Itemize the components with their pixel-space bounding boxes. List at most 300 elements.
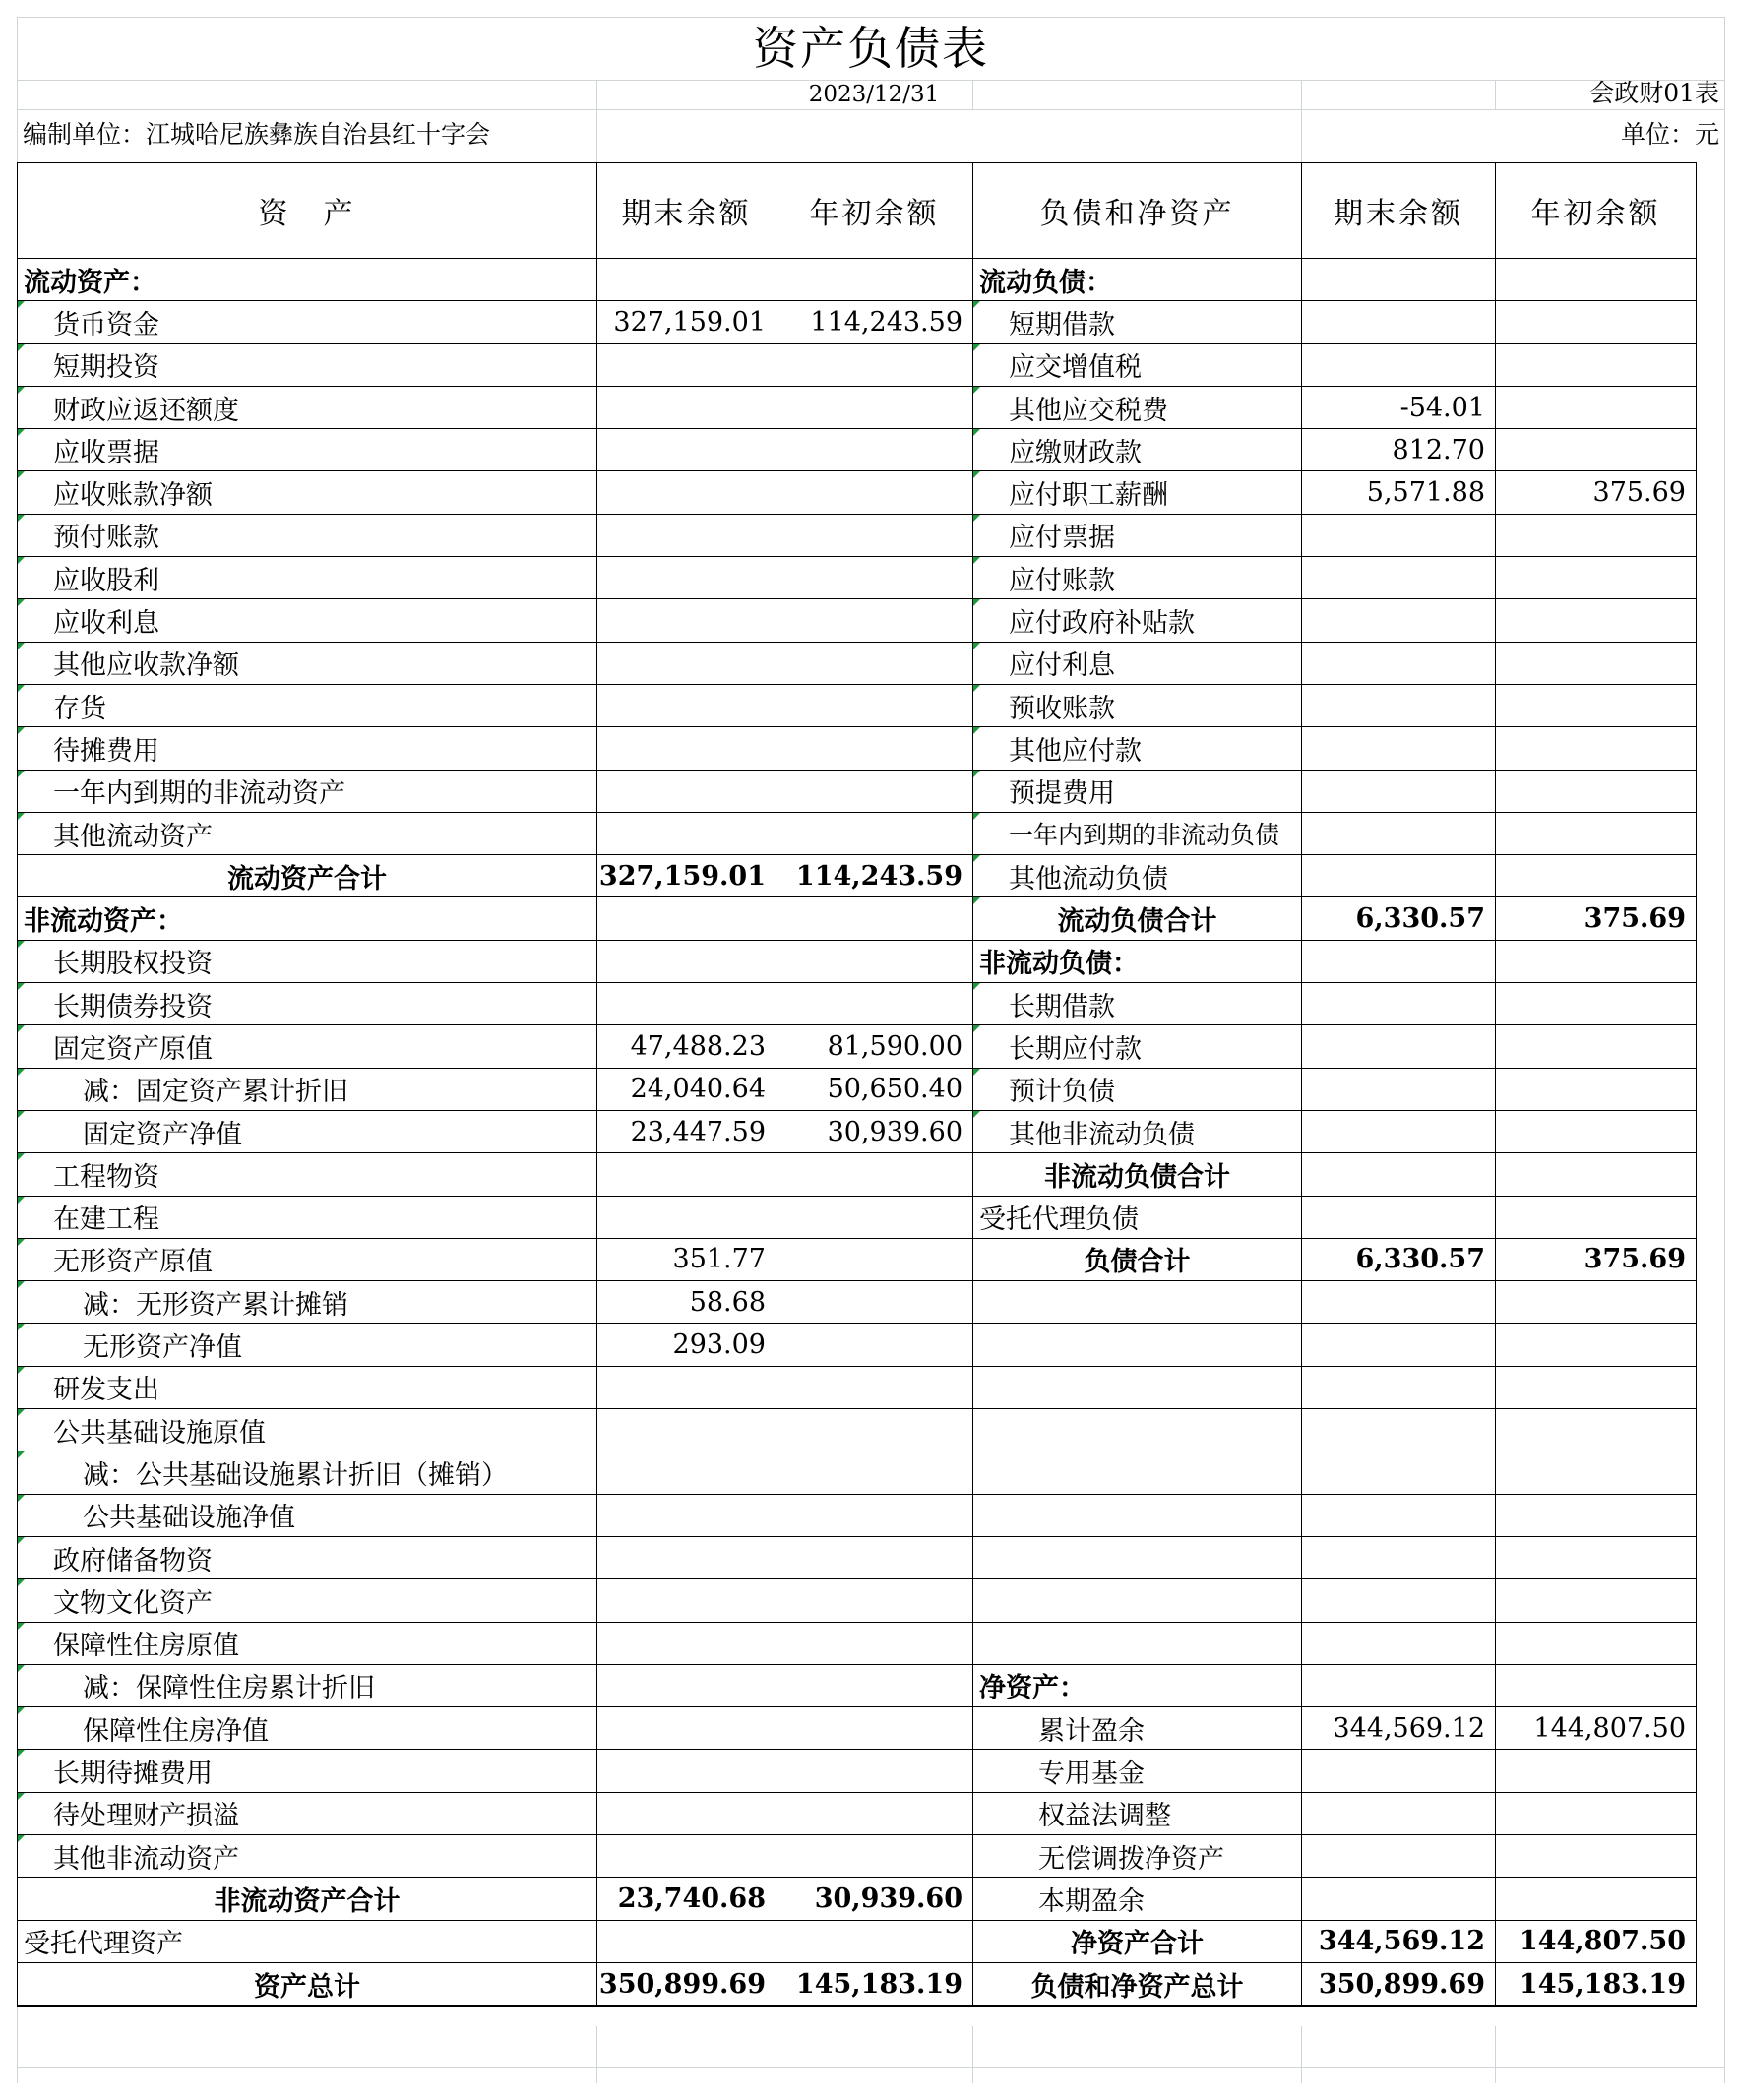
asset-item-label: 应收利息 (18, 599, 597, 642)
liability-begin-balance (1496, 1622, 1697, 1664)
liability-begin-balance (1496, 855, 1697, 897)
liability-item-label: 应付票据 (973, 514, 1302, 556)
table-row (18, 1792, 1697, 1834)
table-row (18, 1110, 1697, 1152)
liability-begin-balance (1496, 812, 1697, 854)
table-row (18, 727, 1697, 770)
liability-item-label: 一年内到期的非流动负债 (973, 812, 1302, 854)
table-row (18, 983, 1697, 1025)
liability-item-label (973, 1281, 1302, 1324)
liability-end-balance: 812.70 (1302, 429, 1496, 471)
asset-begin-balance (776, 812, 973, 854)
liability-item-label: 专用基金 (973, 1750, 1302, 1792)
asset-item-label: 待处理财产损溢 (18, 1792, 597, 1834)
asset-begin-balance (776, 897, 973, 940)
asset-begin-balance (776, 1409, 973, 1451)
table-row (18, 642, 1697, 684)
liability-begin-balance (1496, 386, 1697, 428)
liability-begin-balance (1496, 1025, 1697, 1068)
asset-end-balance: 351.77 (597, 1238, 776, 1280)
liability-item-label (973, 1324, 1302, 1366)
asset-item-label: 长期待摊费用 (18, 1750, 597, 1792)
col-assets-header: 资 产 (18, 163, 597, 259)
table-row (18, 1536, 1697, 1578)
asset-end-balance (597, 684, 776, 726)
liability-end-balance (1302, 1366, 1496, 1408)
asset-end-balance (597, 259, 776, 301)
liability-begin-balance (1496, 684, 1697, 726)
liability-end-balance (1302, 599, 1496, 642)
asset-end-balance: 23,447.59 (597, 1110, 776, 1152)
table-row (18, 1622, 1697, 1664)
table-header-row (18, 163, 1697, 259)
asset-end-balance (597, 1792, 776, 1834)
liability-begin-balance (1496, 1366, 1697, 1408)
asset-item-label: 在建工程 (18, 1196, 597, 1238)
asset-end-balance (597, 1494, 776, 1536)
asset-begin-balance: 145,183.19 (776, 1962, 973, 2006)
table-row (18, 514, 1697, 556)
asset-begin-balance (776, 259, 973, 301)
asset-begin-balance (776, 940, 973, 982)
col-begin-balance-header-2: 年初余额 (1496, 163, 1697, 259)
liability-item-label: 无偿调拨净资产 (973, 1834, 1302, 1877)
col-liabilities-header: 负债和净资产 (973, 163, 1302, 259)
asset-end-balance (597, 1622, 776, 1664)
liability-end-balance (1302, 684, 1496, 726)
liability-item-label: 本期盈余 (973, 1878, 1302, 1920)
asset-begin-balance: 50,650.40 (776, 1068, 973, 1110)
liability-end-balance (1302, 1196, 1496, 1238)
page-title: 资产负债表 (753, 22, 989, 75)
table-row (18, 1494, 1697, 1536)
asset-begin-balance (776, 1834, 973, 1877)
liability-end-balance (1302, 1622, 1496, 1664)
liability-end-balance (1302, 1068, 1496, 1110)
asset-begin-balance (776, 1622, 973, 1664)
table-row (18, 1238, 1697, 1280)
liability-begin-balance (1496, 1068, 1697, 1110)
asset-item-label: 工程物资 (18, 1153, 597, 1196)
asset-begin-balance (776, 1281, 973, 1324)
asset-item-label: 长期股权投资 (18, 940, 597, 982)
asset-end-balance (597, 471, 776, 514)
table-row (18, 259, 1697, 301)
asset-item-label: 保障性住房净值 (18, 1707, 597, 1750)
liability-end-balance: 350,899.69 (1302, 1962, 1496, 2006)
asset-end-balance (597, 770, 776, 812)
liability-item-label (973, 1536, 1302, 1578)
liability-end-balance (1302, 301, 1496, 343)
col-end-balance-header: 期末余额 (597, 163, 776, 259)
asset-item-label: 其他非流动资产 (18, 1834, 597, 1877)
currency-label: 单位：元 (1620, 120, 1719, 149)
table-row (18, 1366, 1697, 1408)
asset-begin-balance (776, 1238, 973, 1280)
asset-item-label: 非流动资产： (18, 897, 597, 940)
liability-begin-balance (1496, 557, 1697, 599)
asset-end-balance (597, 429, 776, 471)
asset-begin-balance (776, 642, 973, 684)
liability-item-label: 其他应交税费 (973, 386, 1302, 428)
liability-end-balance (1302, 812, 1496, 854)
liability-begin-balance (1496, 1664, 1697, 1706)
asset-end-balance (597, 897, 776, 940)
liability-item-label (973, 1366, 1302, 1408)
asset-end-balance: 327,159.01 (597, 855, 776, 897)
asset-item-label: 减：保障性住房累计折旧 (18, 1664, 597, 1706)
liability-begin-balance (1496, 770, 1697, 812)
liability-begin-balance: 144,807.50 (1496, 1707, 1697, 1750)
liability-end-balance (1302, 1579, 1496, 1622)
asset-begin-balance (776, 1579, 973, 1622)
asset-item-label: 资产总计 (18, 1962, 597, 2006)
asset-begin-balance (776, 1196, 973, 1238)
liability-item-label: 流动负债： (973, 259, 1302, 301)
liability-item-label: 预计负债 (973, 1068, 1302, 1110)
asset-item-label: 存货 (18, 684, 597, 726)
liability-begin-balance (1496, 1409, 1697, 1451)
asset-begin-balance (776, 1366, 973, 1408)
asset-item-label: 应收股利 (18, 557, 597, 599)
asset-item-label: 应收账款净额 (18, 471, 597, 514)
asset-begin-balance: 30,939.60 (776, 1878, 973, 1920)
asset-end-balance (597, 642, 776, 684)
asset-item-label: 减：固定资产累计折旧 (18, 1068, 597, 1110)
liability-end-balance: -54.01 (1302, 386, 1496, 428)
asset-end-balance (597, 1536, 776, 1578)
asset-begin-balance (776, 429, 973, 471)
liability-begin-balance (1496, 429, 1697, 471)
liability-end-balance: 6,330.57 (1302, 1238, 1496, 1280)
liability-end-balance: 6,330.57 (1302, 897, 1496, 940)
liability-begin-balance (1496, 514, 1697, 556)
asset-begin-balance (776, 1324, 973, 1366)
asset-end-balance (597, 727, 776, 770)
asset-begin-balance (776, 770, 973, 812)
asset-begin-balance (776, 983, 973, 1025)
asset-end-balance (597, 1153, 776, 1196)
table-row (18, 1834, 1697, 1877)
liability-item-label: 应交增值税 (973, 343, 1302, 386)
liability-item-label (973, 1622, 1302, 1664)
asset-item-label: 财政应返还额度 (18, 386, 597, 428)
asset-begin-balance (776, 599, 973, 642)
liability-item-label: 应付政府补贴款 (973, 599, 1302, 642)
table-row (18, 1153, 1697, 1196)
asset-end-balance (597, 514, 776, 556)
liability-end-balance (1302, 1878, 1496, 1920)
liability-begin-balance (1496, 1579, 1697, 1622)
asset-begin-balance (776, 471, 973, 514)
asset-begin-balance: 114,243.59 (776, 855, 973, 897)
asset-end-balance (597, 1451, 776, 1494)
liability-end-balance (1302, 770, 1496, 812)
table-row (18, 1196, 1697, 1238)
table-row (18, 855, 1697, 897)
asset-item-label: 其他流动资产 (18, 812, 597, 854)
table-row (18, 1750, 1697, 1792)
asset-end-balance (597, 1196, 776, 1238)
asset-begin-balance (776, 727, 973, 770)
table-row (18, 343, 1697, 386)
asset-item-label: 非流动资产合计 (18, 1878, 597, 1920)
liability-end-balance (1302, 557, 1496, 599)
table-row (18, 812, 1697, 854)
asset-begin-balance (776, 1750, 973, 1792)
unit-label: 编制单位：江城哈尼族彝族自治县红十字会 (23, 120, 491, 149)
liability-begin-balance (1496, 1750, 1697, 1792)
report-date: 2023/12/31 (808, 82, 940, 107)
asset-item-label: 无形资产净值 (18, 1324, 597, 1366)
asset-item-label: 文物文化资产 (18, 1579, 597, 1622)
asset-item-label: 研发支出 (18, 1366, 597, 1408)
asset-item-label: 货币资金 (18, 301, 597, 343)
liability-item-label: 应缴财政款 (973, 429, 1302, 471)
asset-begin-balance (776, 1920, 973, 1962)
liability-end-balance (1302, 1110, 1496, 1152)
asset-end-balance (597, 1707, 776, 1750)
liability-item-label: 累计盈余 (973, 1707, 1302, 1750)
asset-item-label: 待摊费用 (18, 727, 597, 770)
asset-end-balance (597, 1750, 776, 1792)
liability-end-balance (1302, 1792, 1496, 1834)
liability-item-label: 负债和净资产总计 (973, 1962, 1302, 2006)
asset-item-label: 公共基础设施原值 (18, 1409, 597, 1451)
asset-item-label: 减：公共基础设施累计折旧（摊销） (18, 1451, 597, 1494)
asset-item-label: 公共基础设施净值 (18, 1494, 597, 1536)
asset-item-label: 固定资产原值 (18, 1025, 597, 1068)
table-row (18, 557, 1697, 599)
balance-sheet (17, 17, 1725, 2083)
table-row (18, 1324, 1697, 1366)
liability-end-balance (1302, 1409, 1496, 1451)
asset-end-balance (597, 557, 776, 599)
liability-begin-balance: 375.69 (1496, 471, 1697, 514)
table-row (18, 1962, 1697, 2006)
liability-end-balance (1302, 1750, 1496, 1792)
asset-item-label: 流动资产合计 (18, 855, 597, 897)
liability-item-label: 预收账款 (973, 684, 1302, 726)
liability-begin-balance (1496, 599, 1697, 642)
liability-begin-balance: 375.69 (1496, 897, 1697, 940)
liability-item-label: 长期应付款 (973, 1025, 1302, 1068)
liability-item-label (973, 1451, 1302, 1494)
asset-item-label: 政府储备物资 (18, 1536, 597, 1578)
liability-end-balance (1302, 1451, 1496, 1494)
liability-end-balance (1302, 1536, 1496, 1578)
liability-end-balance (1302, 1834, 1496, 1877)
asset-item-label: 其他应收款净额 (18, 642, 597, 684)
asset-item-label: 无形资产原值 (18, 1238, 597, 1280)
table-row (18, 429, 1697, 471)
liability-begin-balance (1496, 1494, 1697, 1536)
liability-item-label: 预提费用 (973, 770, 1302, 812)
asset-item-label: 保障性住房原值 (18, 1622, 597, 1664)
asset-end-balance (597, 812, 776, 854)
liability-end-balance (1302, 514, 1496, 556)
asset-begin-balance: 114,243.59 (776, 301, 973, 343)
liability-item-label: 非流动负债合计 (973, 1153, 1302, 1196)
asset-item-label: 一年内到期的非流动资产 (18, 770, 597, 812)
liability-end-balance (1302, 1025, 1496, 1068)
liability-item-label: 流动负债合计 (973, 897, 1302, 940)
liability-item-label: 长期借款 (973, 983, 1302, 1025)
liability-item-label: 权益法调整 (973, 1792, 1302, 1834)
liability-begin-balance (1496, 1281, 1697, 1324)
liability-item-label: 应付职工薪酬 (973, 471, 1302, 514)
asset-end-balance (597, 1920, 776, 1962)
liability-end-balance (1302, 727, 1496, 770)
table-row (18, 386, 1697, 428)
liability-end-balance: 344,569.12 (1302, 1707, 1496, 1750)
liability-begin-balance (1496, 983, 1697, 1025)
table-row (18, 897, 1697, 940)
asset-end-balance (597, 1834, 776, 1877)
liability-end-balance (1302, 1324, 1496, 1366)
liability-end-balance (1302, 983, 1496, 1025)
table-row (18, 1451, 1697, 1494)
asset-begin-balance (776, 1664, 973, 1706)
liability-begin-balance (1496, 1153, 1697, 1196)
asset-begin-balance (776, 1153, 973, 1196)
liability-item-label: 短期借款 (973, 301, 1302, 343)
asset-end-balance: 327,159.01 (597, 301, 776, 343)
table-row (18, 471, 1697, 514)
asset-begin-balance (776, 557, 973, 599)
liability-begin-balance: 145,183.19 (1496, 1962, 1697, 2006)
liability-begin-balance (1496, 940, 1697, 982)
asset-begin-balance (776, 684, 973, 726)
liability-begin-balance (1496, 1110, 1697, 1152)
liability-end-balance (1302, 1281, 1496, 1324)
liability-begin-balance (1496, 1324, 1697, 1366)
liability-end-balance (1302, 343, 1496, 386)
liability-end-balance: 5,571.88 (1302, 471, 1496, 514)
asset-begin-balance (776, 1536, 973, 1578)
table-row (18, 1409, 1697, 1451)
liability-begin-balance (1496, 301, 1697, 343)
liability-item-label: 应付利息 (973, 642, 1302, 684)
liability-item-label: 其他应付款 (973, 727, 1302, 770)
liability-begin-balance (1496, 642, 1697, 684)
asset-begin-balance: 81,590.00 (776, 1025, 973, 1068)
liability-begin-balance (1496, 1792, 1697, 1834)
liability-begin-balance (1496, 259, 1697, 301)
asset-end-balance (597, 1664, 776, 1706)
asset-begin-balance (776, 343, 973, 386)
liability-begin-balance: 375.69 (1496, 1238, 1697, 1280)
table-row (18, 1664, 1697, 1706)
asset-end-balance: 350,899.69 (597, 1962, 776, 2006)
liability-end-balance (1302, 1494, 1496, 1536)
asset-item-label: 流动资产： (18, 259, 597, 301)
liability-item-label: 非流动负债： (973, 940, 1302, 982)
table-row (18, 1878, 1697, 1920)
asset-begin-balance (776, 1707, 973, 1750)
table-row (18, 684, 1697, 726)
asset-end-balance (597, 983, 776, 1025)
liability-item-label: 负债合计 (973, 1238, 1302, 1280)
asset-end-balance: 293.09 (597, 1324, 776, 1366)
asset-end-balance: 58.68 (597, 1281, 776, 1324)
asset-item-label: 预付账款 (18, 514, 597, 556)
asset-end-balance (597, 343, 776, 386)
liability-begin-balance (1496, 727, 1697, 770)
asset-end-balance (597, 940, 776, 982)
asset-end-balance (597, 1409, 776, 1451)
table-row (18, 1281, 1697, 1324)
asset-end-balance: 24,040.64 (597, 1068, 776, 1110)
liability-begin-balance (1496, 1196, 1697, 1238)
asset-end-balance (597, 1579, 776, 1622)
liability-item-label (973, 1579, 1302, 1622)
liability-item-label: 应付账款 (973, 557, 1302, 599)
liability-end-balance (1302, 1153, 1496, 1196)
liability-item-label: 受托代理负债 (973, 1196, 1302, 1238)
liability-item-label: 其他流动负债 (973, 855, 1302, 897)
asset-end-balance (597, 599, 776, 642)
table-row (18, 1068, 1697, 1110)
asset-item-label: 减：无形资产累计摊销 (18, 1281, 597, 1324)
table-row (18, 940, 1697, 982)
table-row (18, 1579, 1697, 1622)
liability-begin-balance (1496, 343, 1697, 386)
asset-end-balance (597, 386, 776, 428)
table-row (18, 1707, 1697, 1750)
liability-begin-balance: 144,807.50 (1496, 1920, 1697, 1962)
col-end-balance-header-2: 期末余额 (1302, 163, 1496, 259)
asset-begin-balance (776, 1451, 973, 1494)
table-row (18, 1920, 1697, 1962)
liability-begin-balance (1496, 1451, 1697, 1494)
asset-item-label: 应收票据 (18, 429, 597, 471)
liability-item-label: 净资产： (973, 1664, 1302, 1706)
liability-begin-balance (1496, 1834, 1697, 1877)
asset-end-balance (597, 1366, 776, 1408)
col-begin-balance-header: 年初余额 (776, 163, 973, 259)
asset-item-label: 长期债券投资 (18, 983, 597, 1025)
table-row (18, 301, 1697, 343)
asset-begin-balance (776, 386, 973, 428)
liability-item-label: 其他非流动负债 (973, 1110, 1302, 1152)
liability-item-label (973, 1494, 1302, 1536)
asset-item-label: 固定资产净值 (18, 1110, 597, 1152)
asset-begin-balance: 30,939.60 (776, 1110, 973, 1152)
liability-item-label (973, 1409, 1302, 1451)
balance-table (17, 162, 1697, 2007)
asset-begin-balance (776, 1494, 973, 1536)
asset-begin-balance (776, 1792, 973, 1834)
asset-item-label: 受托代理资产 (18, 1920, 597, 1962)
liability-end-balance (1302, 855, 1496, 897)
liability-end-balance (1302, 1664, 1496, 1706)
liability-end-balance (1302, 259, 1496, 301)
liability-begin-balance (1496, 1536, 1697, 1578)
table-row (18, 770, 1697, 812)
asset-end-balance: 23,740.68 (597, 1878, 776, 1920)
liability-end-balance (1302, 940, 1496, 982)
liability-end-balance (1302, 642, 1496, 684)
liability-end-balance: 344,569.12 (1302, 1920, 1496, 1962)
table-row (18, 599, 1697, 642)
asset-end-balance: 47,488.23 (597, 1025, 776, 1068)
asset-begin-balance (776, 514, 973, 556)
form-code: 会政财01表 (1589, 79, 1719, 107)
table-row (18, 1025, 1697, 1068)
liability-item-label: 净资产合计 (973, 1920, 1302, 1962)
liability-begin-balance (1496, 1878, 1697, 1920)
